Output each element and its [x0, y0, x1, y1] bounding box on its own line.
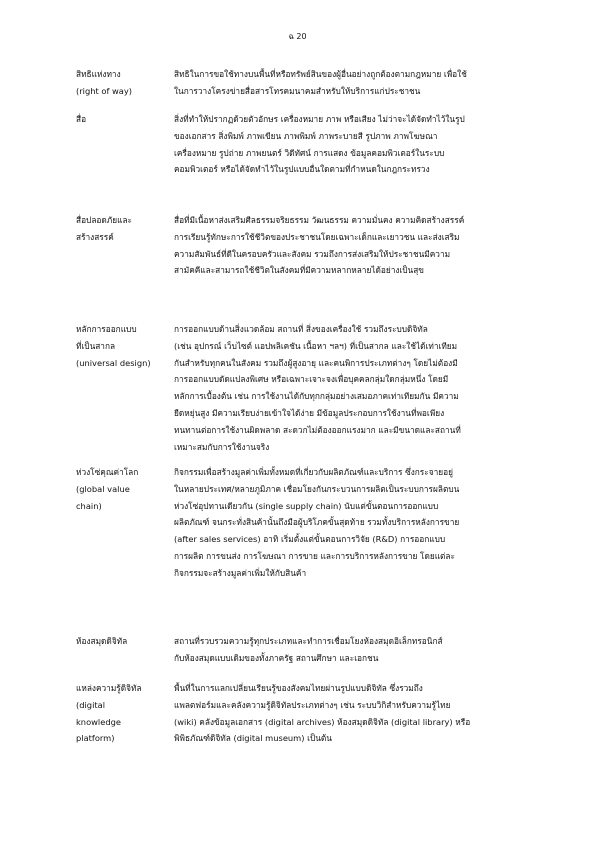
glossary-term — [76, 212, 174, 279]
term-line: แหล่งความรู้ดิจิทัล — [76, 683, 142, 693]
term-line: สร้างสรรค์ — [76, 231, 114, 242]
term-line: (right of way) — [76, 85, 133, 96]
definition-line: แพลตฟอร์มและคลังความรู้ดิจิทัลประเภทต่างๆ เช่น ระบบวิกิสำหรับความรู้ไทย — [174, 699, 451, 710]
definition-line: การผลิต การขนส่ง การโฆษณา การขาย และการบริการหลังการขาย โดยแต่ละ — [174, 550, 455, 561]
definition-line: (wiki) คลังข้อมูลเอกสาร (digital archives) ห้องสมุดดิจิทัล (digital library) หรือ — [174, 716, 471, 727]
definition-line: กิจกรรมจะสร้างมูลค่าเพิ่มให้กับสินค้า — [174, 567, 307, 578]
glossary-entry — [76, 633, 528, 667]
definition-line: ของเอกสาร สิ่งพิมพ์ ภาพเขียน ภาพพิมพ์ ภาพระบายสี รูปภาพ ภาพโฆษณา — [174, 130, 438, 141]
glossary-definition — [174, 111, 528, 178]
glossary-term — [76, 111, 174, 178]
glossary-definition — [174, 66, 528, 100]
glossary-definition — [174, 680, 528, 747]
definition-line: ในหลายประเทศ/หลายภูมิภาค เชื่อมโยงกันกระบวนการผลิตเป็นระบบการผลิตบน — [174, 483, 460, 494]
glossary-term — [76, 633, 174, 667]
definition-line: ผลิตภัณฑ์ จนกระทั่งสินค้านั้นถึงมือผู้บริโภคขั้นสุดท้าย รวมทั้งบริการหลังการขาย — [174, 517, 460, 528]
definition-line: ห่วงโซ่อุปทานเดียวกัน (single supply chain) นับแต่ขั้นตอนการออกแบบ — [174, 500, 439, 511]
definition-line: (after sales services) อาทิ เริ่มตั้งแต่ขั้นตอนการวิจัย (R&D) การออกแบบ — [174, 534, 446, 545]
glossary-definition — [174, 321, 528, 455]
definition-line: หลักการเบื้องต้น เช่น การใช้งานได้กับทุกกลุ่มอย่างเสมอภาคเท่าเทียมกัน มีความ — [174, 391, 459, 402]
definition-line: การออกแบบดัดแปลงพิเศษ หรือเฉพาะเจาะจงเพื่อบุคคลกลุ่มใดกลุ่มหนึ่ง โดยมี — [174, 374, 449, 385]
definition-line: สิทธิในการขอใช้ทางบนพื้นที่หรือทรัพย์สินของผู้อื่นอย่างถูกต้องตามกฎหมาย เพื่อใช้ — [174, 69, 467, 79]
term-line: platform) — [76, 733, 115, 744]
term-line: (global value — [76, 483, 130, 494]
definition-line: สื่อที่มีเนื้อหาส่งเสริมศีลธรรมจริยธรรม วัฒนธรรม ความมั่นคง ความคิดสร้างสรรค์ — [174, 215, 465, 225]
term-line: ห่วงโซ่คุณค่าโลก — [76, 467, 139, 477]
definition-line: พิพิธภัณฑ์ดิจิทัล (digital museum) เป็นต้น — [174, 733, 332, 744]
glossary-entry — [76, 212, 528, 279]
definition-line: สถานที่รวบรวมความรู้ทุกประเภทและทำการเชื่อมโยงห้องสมุดอิเล็กทรอนิกส์ — [174, 636, 443, 646]
glossary-definition — [174, 633, 528, 667]
glossary-term — [76, 321, 174, 455]
glossary-entry — [76, 464, 528, 582]
definition-line: กิจกรรมเพื่อสร้างมูลค่าเพิ่มทั้งหมดที่เกี่ยวกับผลิตภัณฑ์และบริการ ซึ่งกระจายอยู่ — [174, 467, 453, 477]
term-line: chain) — [76, 500, 102, 511]
term-line: (universal design) — [76, 357, 151, 368]
definition-line: การออกแบบด้านสิ่งแวดล้อม สถานที่ สิ่งของเครื่องใช้ รวมถึงระบบดิจิทัล — [174, 324, 428, 334]
glossary-term — [76, 464, 174, 582]
glossary-term — [76, 680, 174, 747]
term-line: หลักการออกแบบ — [76, 324, 137, 334]
term-line: knowledge — [76, 716, 121, 727]
definition-line: ยืดหยุ่นสูง มีความเรียบง่ายเข้าใจได้ง่าย มีข้อมูลประกอบการใช้งานที่พอเพียง — [174, 407, 445, 418]
definition-line: เหมาะสมกับการใช้งานจริง — [174, 441, 270, 452]
term-line: (digital — [76, 699, 106, 710]
definition-line: ในการวางโครงข่ายสื่อสารโทรคมนาคมสำหรับให้บริการแก่ประชาชน — [174, 85, 421, 96]
glossary-term — [76, 66, 174, 100]
definition-line: พื้นที่ในการแลกเปลี่ยนเรียนรู้ของสังคมไทยผ่านรูปแบบดิจิทัล ซึ่งรวมถึง — [174, 683, 423, 693]
term-line: ที่เป็นสากล — [76, 340, 116, 351]
definition-line: ความสัมพันธ์ที่ดีในครอบครัวและสังคม รวมถึงการส่งเสริมให้ประชาชนมีความ — [174, 248, 451, 259]
definition-line: สิ่งที่ทำให้ปรากฏด้วยตัวอักษร เครื่องหมาย ภาพ หรือเสียง ไม่ว่าจะได้จัดทำไว้ในรูป — [174, 114, 465, 124]
definition-line: กับห้องสมุดแบบเดิมของทั้งภาครัฐ สถานศึกษา และเอกชน — [174, 652, 379, 663]
definition-line: กันสำหรับทุกคนในสังคม รวมถึงผู้สูงอายุ และคนพิการประเภทต่างๆ โดยไม่ต้องมี — [174, 357, 458, 368]
term-line: สื่อ — [76, 114, 87, 124]
definition-line: สามัคคีและสามารถใช้ชีวิตในสังคมที่มีความหลากหลายได้อย่างเป็นสุข — [174, 265, 424, 276]
glossary-entry — [76, 680, 528, 747]
glossary-definition — [174, 464, 528, 582]
page-number: ฉ 20 — [288, 32, 307, 41]
definition-line: ทนทานต่อการใช้งานผิดพลาด สะดวกไม่ต้องออกแรงมาก และมีขนาดและสถานที่ — [174, 424, 461, 435]
definition-line: การเรียนรู้ทักษะการใช้ชีวิตของประชาชนโดยเฉพาะเด็กและเยาวชน และส่งเสริม — [174, 231, 460, 242]
definition-line: (เช่น อุปกรณ์ เว็บไซต์ แอปพลิเคชัน เนื้อหา ฯลฯ) ที่เป็นสากล และใช้ได้เท่าเทียม — [174, 340, 458, 351]
glossary-definition — [174, 212, 528, 279]
glossary-entry — [76, 111, 528, 178]
term-line: สื่อปลอดภัยและ — [76, 215, 132, 225]
definition-line: คอมพิวเตอร์ หรือได้จัดทำไว้ในรูปแบบอื่นใดตามที่กำหนดในกฎกระทรวง — [174, 164, 430, 175]
glossary-entry — [76, 66, 528, 100]
glossary-entry — [76, 321, 528, 455]
definition-line: เครื่องหมาย รูปถ่าย ภาพยนตร์ วิดีทัศน์ การแสดง ข้อมูลคอมพิวเตอร์ในระบบ — [174, 147, 445, 158]
term-line: สิทธิแห่งทาง — [76, 69, 121, 79]
term-line: ห้องสมุดดิจิทัล — [76, 636, 128, 646]
